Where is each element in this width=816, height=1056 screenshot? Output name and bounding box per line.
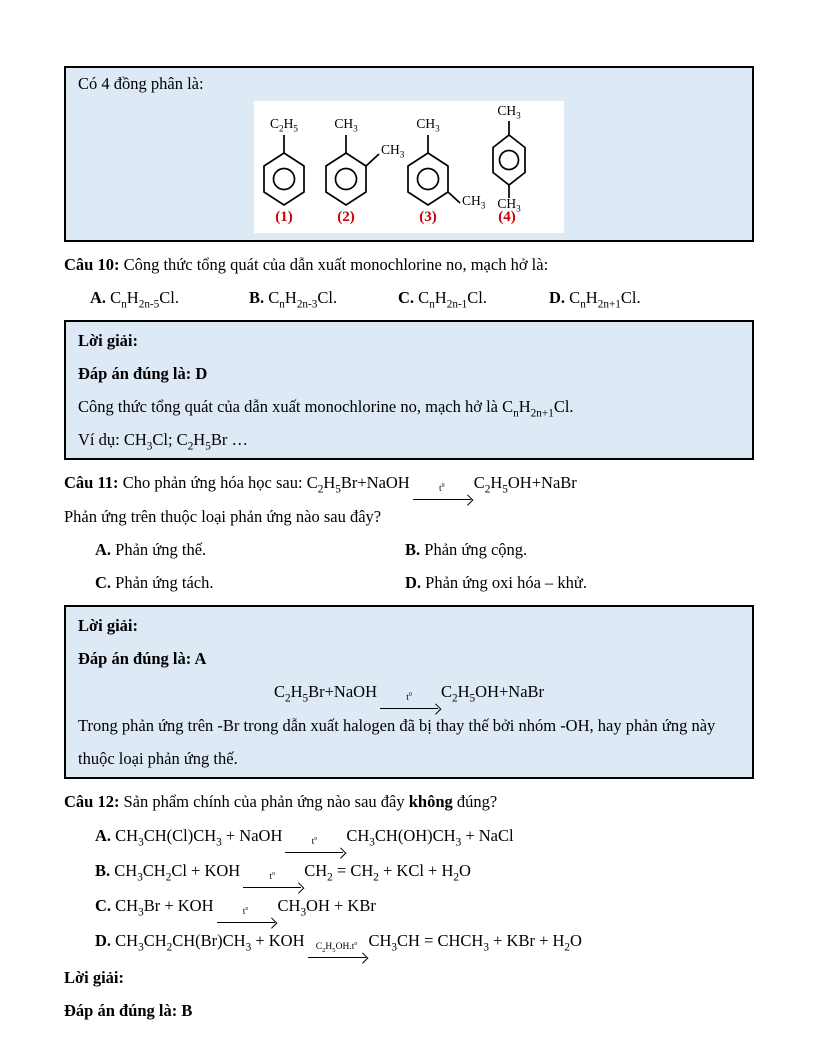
option-a: A. $C_nH_{2n-5}Cl$. xyxy=(90,288,180,311)
solution-equation xyxy=(78,675,740,709)
arrow-shaft xyxy=(243,883,301,888)
question-10-options xyxy=(64,281,754,314)
eq-right: $C_2H_5OH+NaBr$ xyxy=(473,473,577,496)
reaction-arrow xyxy=(217,907,275,923)
solution-answer: Đáp án đúng là: D xyxy=(78,364,208,383)
substituent-label-1: $C_2H_5$ xyxy=(270,116,298,134)
question-12-option-c: C. $CH_3Br$ + KOH $t^o$ $CH_3OH$ + KBr xyxy=(64,888,754,923)
question-12-emphasis: không xyxy=(408,792,453,811)
solution-11-box xyxy=(64,605,754,779)
solution-answer: Đáp án đúng là: B xyxy=(64,1001,193,1020)
solution-title: Lời giải: xyxy=(78,331,139,350)
substituent-label-3-top: $CH_3$ xyxy=(416,116,440,134)
question-10 xyxy=(64,248,754,281)
eq-left: $CH_3CH_2CH(Br)CH_3$ + KOH xyxy=(115,931,305,954)
question-11-text: Phản ứng trên thuộc loại phản ứng nào sau đây? xyxy=(64,507,382,526)
question-11-options-row-1 xyxy=(64,533,754,566)
reaction-arrow xyxy=(413,484,471,500)
question-10-text: Công thức tổng quát của dẫn xuất monochlorine no, mạch hở là: xyxy=(123,255,549,274)
eq-right: $CH_3CH(OH)CH_3$ + NaCl xyxy=(346,826,514,849)
question-10-label: Câu 10: xyxy=(64,255,120,274)
question-11-options-row-2 xyxy=(64,566,754,599)
reaction-arrow xyxy=(285,837,343,853)
substituent-label-4-bottom: $CH_3$ xyxy=(497,196,521,214)
solution-10-box xyxy=(64,320,754,460)
eq-right: $CH_3OH$ + KBr xyxy=(277,896,376,919)
eq-left: $C_2H_5Br+NaOH$ xyxy=(306,473,410,496)
arrow-shaft xyxy=(380,704,438,709)
question-11-label: Câu 11: xyxy=(64,473,119,492)
solution-12 xyxy=(64,961,754,1027)
eq-right: $CH_3CH$ = $CHCH_3$ + KBr + $H_2O$ xyxy=(368,931,582,954)
eq-left: $CH_3CH_2Cl$ + KOH xyxy=(114,861,241,884)
substituent-label-3-side: $CH_3$ xyxy=(462,193,486,211)
arrow-shaft xyxy=(285,848,343,853)
reaction-arrow xyxy=(380,693,438,709)
arrow-condition: $t^0$ xyxy=(406,691,412,703)
option-d: D. Phản ứng oxi hóa – khử. xyxy=(405,573,587,592)
arrow-shaft xyxy=(308,953,366,958)
question-12-text-pre: Sản phẩm chính của phản ứng nào sau đây xyxy=(123,792,409,811)
question-12-option-a: A. $CH_3CH(Cl)CH_3$ + NaOH $t^o$ $CH_3CH(OH)CH_3$ + NaCl xyxy=(64,818,754,853)
question-12 xyxy=(64,785,754,818)
eq-right: $C_2H_5OH+NaBr$ xyxy=(441,682,545,705)
eq-left: $CH_3Br$ + KOH xyxy=(115,896,214,919)
benzene-ring-1 xyxy=(264,135,304,205)
arrow-condition: $t^o$ xyxy=(311,835,318,847)
reaction-arrow xyxy=(243,872,301,888)
reaction-arrow xyxy=(308,942,366,958)
substituent-label-2-side: $CH_3$ xyxy=(381,142,405,160)
solution-explanation: Công thức tổng quát của dẫn xuất monochlorine no, mạch hở là $C_nH_{2n+1}Cl$. xyxy=(78,397,574,420)
question-12-option-b: B. $CH_3CH_2Cl$ + KOH $t^o$ $CH_2 = CH_2$ + KCl + $H_2O$ xyxy=(64,853,754,888)
question-11 xyxy=(64,466,754,500)
option-d: D. $C_nH_{2n+1}Cl$. xyxy=(549,288,641,311)
solution-example: Ví dụ: $CH_3Cl$; $C_2H_5Br$ … xyxy=(78,430,248,453)
arrow-condition: $t^o$ xyxy=(242,905,249,917)
substituent-label-4-top: $CH_3$ xyxy=(497,103,521,121)
option-a: A. Phản ứng thế. xyxy=(95,540,207,559)
option-c: C. $C_nH_{2n-1}Cl$. xyxy=(398,288,488,311)
solution-title: Lời giải: xyxy=(64,968,125,987)
isomer-index-2: (2) xyxy=(337,209,355,225)
benzene-ring-4 xyxy=(493,121,525,198)
isomers-intro: Có 4 đồng phân là: xyxy=(78,74,204,93)
question-12-label: Câu 12: xyxy=(64,792,120,811)
option-c: C. Phản ứng tách. xyxy=(95,573,214,592)
benzene-ring-2 xyxy=(326,135,379,205)
isomer-structures-figure xyxy=(254,101,564,233)
option-b: B. $C_nH_{2n-3}Cl$. xyxy=(249,288,338,311)
option-b: B. Phản ứng cộng. xyxy=(405,540,528,559)
reaction-equation xyxy=(306,473,577,496)
arrow-shaft xyxy=(413,495,471,500)
solution-title: Lời giải: xyxy=(78,616,139,635)
isomer-index-4: (4) xyxy=(498,209,516,225)
question-12-option-d: D. $CH_3CH_2CH(Br)CH_3$ + KOH $C_2H_5OH.t^o$ $CH_3CH$ = $CHCH_3$ + KBr + $H_2O$ xyxy=(64,923,754,958)
question-12-text-post: đúng? xyxy=(452,792,498,811)
question-11-intro: Cho phản ứng hóa học sau: xyxy=(122,473,303,492)
isomers-box xyxy=(64,66,754,242)
arrow-condition: $t^o$ xyxy=(269,870,276,882)
arrow-condition: $C_2H_5OH.t^o$ xyxy=(315,940,358,954)
substituent-label-2-top: $CH_3$ xyxy=(334,116,358,134)
solution-explanation: Trong phản ứng trên -Br trong dẫn xuất halogen đã bị thay thế bởi nhóm -OH, hay phản ứng này thuộc loại phản ứng thế. xyxy=(78,716,716,768)
eq-left: $C_2H_5Br+NaOH$ xyxy=(273,682,377,705)
solution-answer: Đáp án đúng là: A xyxy=(78,649,207,668)
arrow-condition: $t^0$ xyxy=(438,482,445,494)
eq-right: $CH_2 = CH_2$ + KCl + $H_2O$ xyxy=(304,861,471,884)
isomer-index-3: (3) xyxy=(419,209,437,225)
arrow-shaft xyxy=(217,918,275,923)
eq-left: $CH_3CH(Cl)CH_3$ + NaOH xyxy=(115,826,283,849)
isomer-index-1: (1) xyxy=(275,209,293,225)
benzene-ring-3 xyxy=(408,135,460,205)
